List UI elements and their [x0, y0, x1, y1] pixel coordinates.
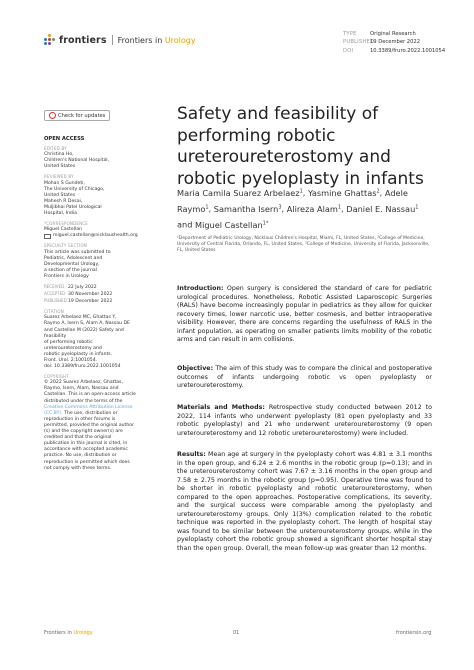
- date-accepted: ACCEPTED 30 November 2022: [44, 291, 113, 298]
- abstract-results: Results: Mean age at surgery in the pyeloplasty cohort was 4.81 ± 3.1 months in the open group, and 6.24 ± 2.6 months in the robotic group (p=0.13); and in the ureteroureterostomy cohort was 7.67 ± 3.16 months in the open group and 7.58 ± 2.75 months in the robotic group (p=0.95). Operative time was found to be shorter in robotic pyeloplasty and robotic ureteroureterostomy, when compared to the open approaches. Postoperative complications, its severity, and the surgical success were comparable among the pyeloplasty and ureteroureterostomy groups. Only 1(3%) complication related to the robotic technique was reported in the pyeloplasty cohort. The length of hospital stay was found to be similar between the ureteroureterostomy groups, while in the pyeloplasty cohort the robotic group showed a significant shorter hospital stay than the open group. Overall, the mean follow-up was greater than 12 months.: [177, 451, 432, 552]
- citation-heading: CITATION: [44, 309, 64, 315]
- footer-journal: Frontiers in Urology: [44, 630, 93, 636]
- author[interactable]: Alireza Alam$^1$: [286, 203, 342, 214]
- date-published: PUBLISHED19 December 2022: [44, 298, 113, 305]
- author[interactable]: Samantha Isern$^3$: [213, 203, 282, 214]
- dates-block: [44, 284, 139, 305]
- check-updates-icon: [49, 112, 56, 119]
- author[interactable]: Yasmine Ghattas$^2$: [307, 187, 380, 198]
- affiliations: ¹Department of Pediatric Urology, Nicklaus Children's Hospital, Miami, FL, United States, ²College of Medicine, University of Central Florida, Orlando, FL, United States, ³College of Medicine, University of Florida, Jacksonville, FL, United States: [177, 236, 430, 253]
- meta-published: PUBLISHED19 December 2022: [343, 39, 421, 46]
- author-list: Maria Camila Suarez Arbelaez$^1$, Yasmine Ghattas$^2$, Adele Raymo$^1$, Samantha Isern$^3$, Alireza Alam$^1$, Daniel E. Nassau$^1$ and Miguel Castellan$^{1*}$: [177, 187, 419, 231]
- meta-type: TYPE Original Research: [343, 31, 416, 37]
- date-received: RECEIVED 22 July 2022: [44, 283, 97, 290]
- page-number: 01: [233, 630, 240, 636]
- copyright-text: © 2022 Suarez Arbelaez, Ghattas, Raymo, Isern, Alam, Nassau and Castellan. This is an open-access article distributed under the terms of the Creative Commons Attribution License (CC BY). The use, distribution or reproduction in other forums is permitted, provided the original author (s) and the copyright owner(s) are credited and that the original publication in this journal is cited, in accordance with accepted academic practice. No use, distribution or reproduction is permitted which does not comply with these terms.: [44, 380, 136, 471]
- abstract-introduction: Introduction: Open surgery is considered the standard of care for pediatric urological procedures. Nonetheless, Robotic Assisted Laparoscopic Surgeries (RALS) have become increasingly popular in pediatrics as they allow for quicker recovery times, lower narcotic use, better cosmesis, and better intraoperative visibility. However, there are concerns regarding the usefulness of RALS in the infant population, as operating on smaller patients limits mobility of the robotic arms and can result in arm collisions.: [177, 285, 432, 343]
- correspondence-heading: *CORRESPONDENCE: [44, 221, 89, 227]
- article-meta: [343, 30, 445, 55]
- specialty-heading: SPECIALTY SECTION: [44, 243, 88, 249]
- article-title: Safety and feasibility of performing robotic ureteroureterostomy and robotic pyeloplasty in infants: [177, 104, 424, 189]
- abstract-methods: Materials and Methods: Retrospective study conducted between 2012 to 2022, 114 infants who underwent pyeloplasty (81 open pyeloplasty and 33 robotic pyeloplasty) and 21 who underwent ureteroureterostomy (9 open ureteroureterostomy and 12 robotic ureteroureterostomy) were included.: [177, 404, 432, 437]
- reviewed-by-heading: REVIEWED BY: [44, 174, 74, 180]
- frontiers-logo[interactable]: [44, 34, 196, 46]
- check-updates-label: Check for updates: [58, 112, 106, 119]
- author[interactable]: Adele Raymo$^1$: [177, 187, 408, 214]
- specialty-section: This article was submitted to Pediatric, Adolescent and Developmental Urology, a section of the journal Frontiers in Urology: [44, 249, 111, 279]
- author[interactable]: Daniel E. Nassau$^1$: [346, 203, 419, 214]
- brand-wordmark: frontiers: [59, 34, 107, 46]
- author[interactable]: Maria Camila Suarez Arbelaez$^1$: [177, 187, 303, 198]
- edited-by: Christina Ho, Children's National Hospital, United States: [44, 152, 110, 170]
- reviewed-by: Mohan S Gundeti, The University of Chicago, United States Mahesh R Desai, Muljibhai Patel Urological Hospital, India: [44, 180, 105, 217]
- open-access-label: OPEN ACCESS: [44, 136, 85, 142]
- frontiers-logo-icon: [44, 34, 56, 46]
- sidebar: [44, 136, 139, 472]
- meta-doi: DOI 10.3389/fruro.2022.1001054: [343, 47, 446, 54]
- footer-site-link[interactable]: frontiersin.org: [396, 630, 432, 636]
- edited-by-heading: EDITED BY: [44, 146, 67, 152]
- copyright-heading: COPYRIGHT: [44, 374, 70, 380]
- logo-divider: [112, 35, 113, 45]
- correspondence-name: Miguel Castellan: [44, 227, 82, 233]
- abstract-objective: Objective: The aim of this study was to compare the clinical and postoperative outcomes of infants undergoing robotic vs open pyeloplasty or ureteroureterostomy.: [177, 365, 432, 389]
- correspondence-email[interactable]: miguel.castellan@nicklaushealth.org: [44, 233, 139, 239]
- check-updates-button[interactable]: [44, 110, 110, 121]
- email-icon: [44, 234, 51, 240]
- journal-name: Frontiers in Urology: [117, 35, 196, 45]
- cc-by-license-link[interactable]: Creative Commons Attribution License (CC BY).: [44, 404, 133, 416]
- author[interactable]: Miguel Castellan$^{1*}$: [195, 220, 269, 231]
- citation-text: Suarez Arbelaez MC, Ghattas Y, Raymo A, Isern S, Alam A, Nassau DE and Castellan M (2022) Safety and feasibility of performing robotic ureteroureterostomy and robotic pyeloplasty in infants. Front. Urol. 2:1001054. doi: 10.3389/fruro.2022.1001054: [44, 315, 130, 370]
